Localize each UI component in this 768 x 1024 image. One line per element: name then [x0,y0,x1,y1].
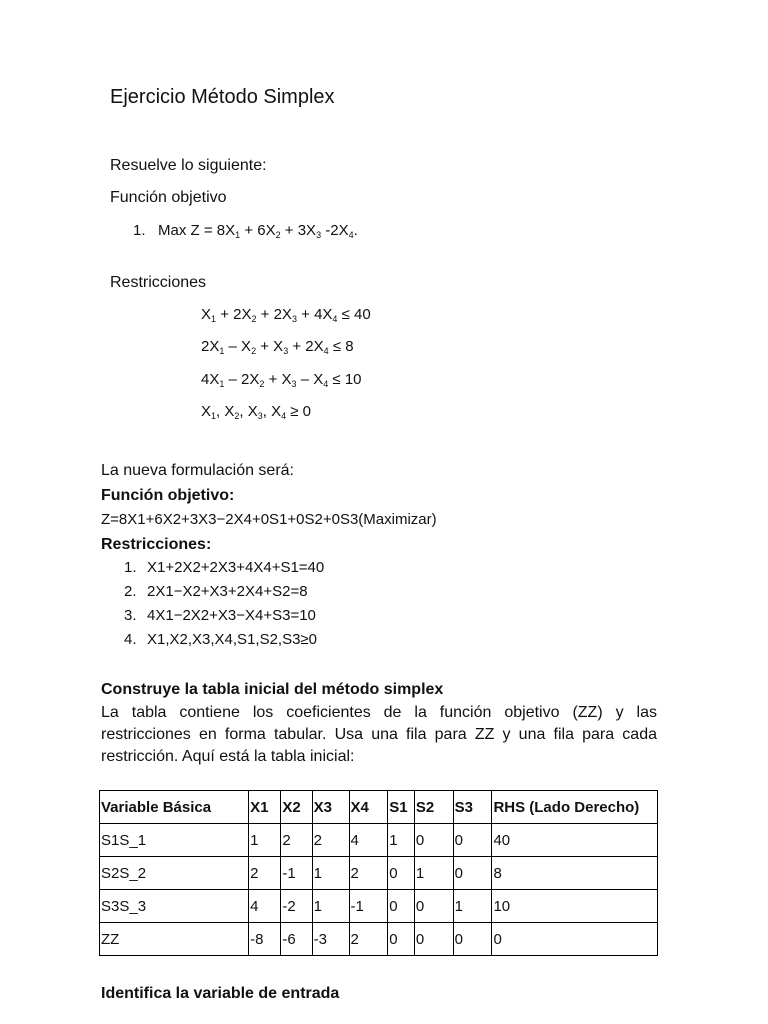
table-header-cell: Variable Básica [100,791,249,824]
restriction-part: X [201,403,212,420]
list-number: 1. [133,222,146,239]
table-cell: 0 [453,857,492,890]
restriction-part: + 2X [216,306,252,323]
subscript: 3 [257,411,263,421]
table-cell: 0 [388,923,415,956]
restriction-part: – 2X [224,371,260,388]
list-number: 1. [124,559,137,576]
table-cell: 4 [349,824,388,857]
table-header-cell: X2 [281,791,312,824]
restriction-part: , X [239,403,258,420]
subscript: 2 [259,379,265,389]
restriction-part: – X [296,371,324,388]
table-cell: 0 [414,824,453,857]
table-cell: -3 [312,923,349,956]
restriction-part: + 4X [296,306,333,323]
restriction-line [201,371,362,388]
subscript: 3 [291,314,297,324]
table-header-row [100,791,658,824]
list-text: X1+2X2+2X3+4X4+S1=40 [147,559,325,576]
restriction-part: , X [262,403,282,420]
list-item [124,559,324,576]
table-header-cell: X1 [249,791,281,824]
table-cell: 8 [492,857,658,890]
table-cell: 0 [453,824,492,857]
restriction-line [201,338,354,355]
objective-part: + 3X [280,222,317,239]
restriction-part: + 2X [256,306,292,323]
subscript: 4 [323,379,329,389]
list-number: 3. [124,607,137,624]
restriction-part: X [201,306,212,323]
table-cell: 40 [492,824,658,857]
subscript: 1 [235,230,241,240]
list-item [124,583,308,600]
restriction-part: + X [256,338,284,355]
objective-heading: Función objetivo [110,189,227,206]
subscript: 1 [219,346,225,356]
simplex-table [99,790,658,956]
restriction-part: ≥ 0 [286,403,312,420]
restriction-part: , X [216,403,235,420]
table-cell: 0 [453,923,492,956]
subscript: 1 [211,411,217,421]
next-step-heading: Identifica la variable de entrada [101,985,340,1002]
restriction-part: 4X [201,371,220,388]
table-cell: 10 [492,890,658,923]
table-cell: 0 [414,923,453,956]
subscript: 4 [348,230,354,240]
table-cell: 1 [453,890,492,923]
list-item [124,631,317,648]
objective-part: . [353,222,358,239]
document-title: Ejercicio Método Simplex [110,86,335,108]
table-cell: 1 [414,857,453,890]
subscript: 3 [316,230,322,240]
list-number: 4. [124,631,137,648]
table-cell: 0 [388,857,415,890]
restriction-line [201,306,371,323]
subscript: 2 [251,346,257,356]
restrictions-heading: Restricciones [110,274,207,291]
table-cell: S2S_2 [100,857,249,890]
table-cell: -1 [349,890,388,923]
subscript: 2 [234,411,240,421]
restriction-part: + X [264,371,292,388]
objective-part: + 6X [240,222,276,239]
restriction-part: ≤ 40 [337,306,371,323]
table-cell: 2 [349,923,388,956]
table-header-cell: X3 [312,791,349,824]
table-cell: 2 [281,824,312,857]
restriction-line [201,403,311,420]
table-cell: S3S_3 [100,890,249,923]
table-row [100,890,658,923]
table-cell: 1 [312,890,349,923]
table-header-cell: S2 [414,791,453,824]
subscript: 1 [211,314,217,324]
objective-function [133,222,358,239]
intro-text: Resuelve lo siguiente: [110,157,267,174]
list-text: X1,X2,X3,X4,S1,S2,S3≥0 [147,631,318,648]
subscript: 1 [219,379,225,389]
table-header-cell: S1 [388,791,415,824]
subscript: 2 [275,230,281,240]
table-section-heading: Construye la tabla inicial del método simplex [101,681,444,698]
subscript: 3 [291,379,297,389]
restriction-part: 2X [201,338,220,355]
restriction-part: – X [224,338,252,355]
table-row [100,857,658,890]
table-cell: 0 [388,890,415,923]
restriction-part: ≤ 10 [328,371,362,388]
table-cell: 2 [249,857,281,890]
objective-part: -2X [321,222,349,239]
restrictions-label: Restricciones: [101,536,212,553]
table-cell: 2 [312,824,349,857]
table-cell: -6 [281,923,312,956]
table-cell: 2 [349,857,388,890]
restriction-part: ≤ 8 [328,338,354,355]
table-cell: -1 [281,857,312,890]
list-text: 4X1−2X2+X3−X4+S3=10 [147,607,316,624]
restriction-part: + 2X [288,338,324,355]
table-cell: S1S_1 [100,824,249,857]
table-cell: -8 [249,923,281,956]
table-row [100,824,658,857]
objective-equation: Z=8X1+6X2+3X3−2X4+0S1+0S2+0S3(Maximizar) [101,511,437,528]
table-cell: ZZ [100,923,249,956]
table-cell: 1 [249,824,281,857]
list-text: 2X1−X2+X3+2X4+S2=8 [147,583,308,600]
table-cell: 0 [492,923,658,956]
subscript: 4 [332,314,338,324]
table-cell: 0 [414,890,453,923]
subscript: 4 [323,346,329,356]
subscript: 3 [283,346,289,356]
table-cell: -2 [281,890,312,923]
objective-label: Función objetivo: [101,487,235,504]
table-header-cell: X4 [349,791,388,824]
list-number: 2. [124,583,137,600]
table-cell: 1 [388,824,415,857]
table-row [100,923,658,956]
table-cell: 4 [249,890,281,923]
objective-part: Max Z = 8X [158,222,236,239]
subscript: 2 [251,314,257,324]
table-header-cell: RHS (Lado Derecho) [492,791,658,824]
new-formulation-text: La nueva formulación será: [101,462,294,479]
table-description: La tabla contiene los coeficientes de la función objetivo (ZZ) y las restricciones en forma tabular. Usa una fila para ZZ y una fila para cada restricción. Aquí está la tabla inicial: [101,704,657,765]
list-item [124,607,316,624]
table-cell: 1 [312,857,349,890]
table-header-cell: S3 [453,791,492,824]
subscript: 4 [281,411,287,421]
